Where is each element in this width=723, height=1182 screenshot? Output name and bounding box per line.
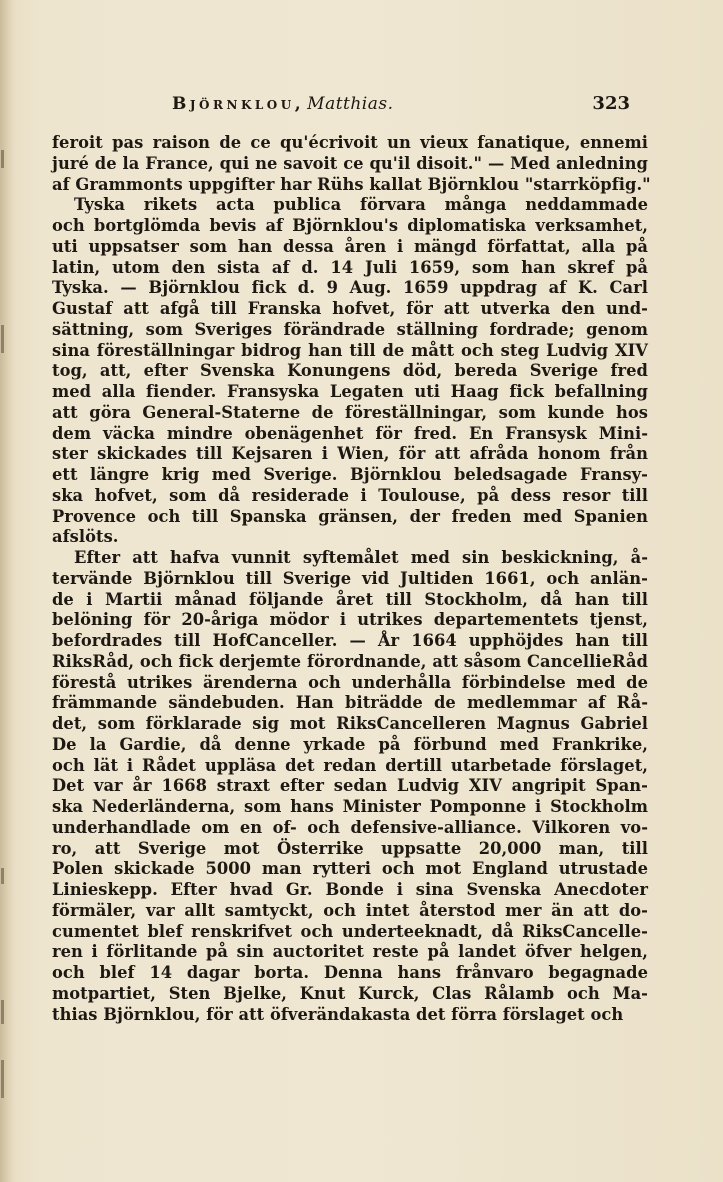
text-line: ska hofvet, som då residerade i Toulouse, på dess resor till <box>52 485 648 505</box>
text-line: belöning för 20-åriga mödor i utrikes departementets tjenst, <box>52 610 648 630</box>
running-head <box>172 90 394 118</box>
text-line: med alla fiender. Fransyska Legaten uti Haag fick befallning <box>52 382 648 401</box>
text-line: uti uppsatser som han dessa åren i mängd författat, alla på <box>52 236 648 256</box>
text-line: thias Björnklou, för att öfverändakasta det förra förslaget och <box>52 1004 624 1024</box>
text-line: befordrades till HofCanceller. — År 1664 upphöjdes han till <box>52 631 648 650</box>
text-line: ster skickades till Kejsaren i Wien, för att afråda honom från <box>52 444 648 464</box>
text-line: att göra General-Staterne de föreställningar, som kunde hos <box>52 402 648 422</box>
text-line: Polen skickade 5000 man rytteri och mot England utrustade <box>52 859 648 879</box>
text-line: förmäler, var allt samtyckt, och intet återstod mer än att do- <box>52 900 648 920</box>
text-line: ro, att Sverige mot Österrike uppsatte 20,000 man, till <box>52 838 648 858</box>
text-line: Efter att hafva vunnit syftemålet med sin beskickning, å- <box>74 548 648 567</box>
text-line: ren i förlitande på sin auctoritet reste på landet öfver helgen, <box>52 942 648 962</box>
text-line: de i Martii månad följande året till Stockholm, då han till <box>52 589 648 609</box>
running-head-subject: Matthias. <box>307 94 394 114</box>
text-line: dem väcka mindre obenägenhet för fred. En Fransysk Mini- <box>52 423 648 443</box>
text-line: och bortglömda bevis af Björnklou's diplomatiska verksamhet, <box>52 216 648 235</box>
edge-mark <box>1 325 4 353</box>
text-line: afslöts. <box>52 527 119 547</box>
text-line: tog, att, efter Svenska Konungens död, bereda Sverige fred <box>52 361 648 381</box>
text-line: sina föreställningar bidrog han till de mått och steg Ludvig XIV <box>52 340 648 360</box>
edge-mark <box>1 1000 4 1024</box>
text-line: ett längre krig med Sverige. Björnklou beledsagade Fransy- <box>52 465 648 484</box>
text-line: Det var år 1668 straxt efter sedan Ludvig XIV angripit Span- <box>52 776 648 796</box>
text-line: och lät i Rådet uppläsa det redan dertill utarbetade förslaget, <box>52 755 648 775</box>
text-line: motpartiet, Sten Bjelke, Knut Kurck, Clas Rålamb och Ma- <box>52 983 648 1003</box>
text-line: juré de la France, qui ne savoit ce qu'il disoit." — Med anledning <box>52 153 648 173</box>
page-number: 323 <box>592 93 630 114</box>
text-line: De la Gardie, då denne yrkade på förbund med Frankrike, <box>52 734 648 754</box>
text-line: sättning, som Sveriges förändrade ställning fordrade; genom <box>52 319 648 339</box>
edge-mark <box>1 1060 4 1098</box>
text-line: underhandlade om en of- och defensive-alliance. Vilkoren vo- <box>52 817 648 837</box>
text-line: tervände Björnklou till Sverige vid Jultiden 1661, och anlän- <box>52 568 648 588</box>
page-header <box>172 90 630 118</box>
text-line: det, som förklarade sig mot RiksCancelleren Magnus Gabriel <box>52 714 648 733</box>
edge-mark <box>1 150 4 168</box>
body-text <box>52 133 651 1025</box>
running-head-name: Björnklou, <box>172 94 305 114</box>
text-line: RiksRåd, och fick derjemte förordnande, att såsom CancellieRåd <box>52 651 648 671</box>
text-line: af Grammonts uppgifter har Rühs kallat Björnklou "starrköpfig." <box>52 174 651 194</box>
text-line: Provence och till Spanska gränsen, der freden med Spanien <box>52 506 648 526</box>
text-line: Gustaf att afgå till Franska hofvet, för att utverka den und- <box>52 299 648 318</box>
text-line: ska Nederländerna, som hans Minister Pomponne i Stockholm <box>52 797 648 816</box>
text-line: Tyska. — Björnklou fick d. 9 Aug. 1659 uppdrag af K. Carl <box>52 278 648 298</box>
text-line: latin, utom den sista af d. 14 Juli 1659, som han skref på <box>52 257 648 277</box>
text-line: förestå utrikes ärenderna och underhålla förbindelse med de <box>52 672 648 692</box>
text-line: och blef 14 dagar borta. Denna hans frånvaro begagnade <box>52 963 648 982</box>
text-line: Tyska rikets acta publica förvara många neddammade <box>74 195 648 215</box>
text-line: cumentet blef renskrifvet och underteeknadt, då RiksCancelle- <box>52 921 648 941</box>
text-line: främmande sändebuden. Han biträdde de medlemmar af Rå- <box>52 693 648 713</box>
text-line: Linieskepp. Efter hvad Gr. Bonde i sina Svenska Anecdoter <box>52 880 648 899</box>
text-line: feroit pas raison de ce qu'écrivoit un vieux fanatique, ennemi <box>52 133 648 152</box>
edge-mark <box>1 868 4 884</box>
